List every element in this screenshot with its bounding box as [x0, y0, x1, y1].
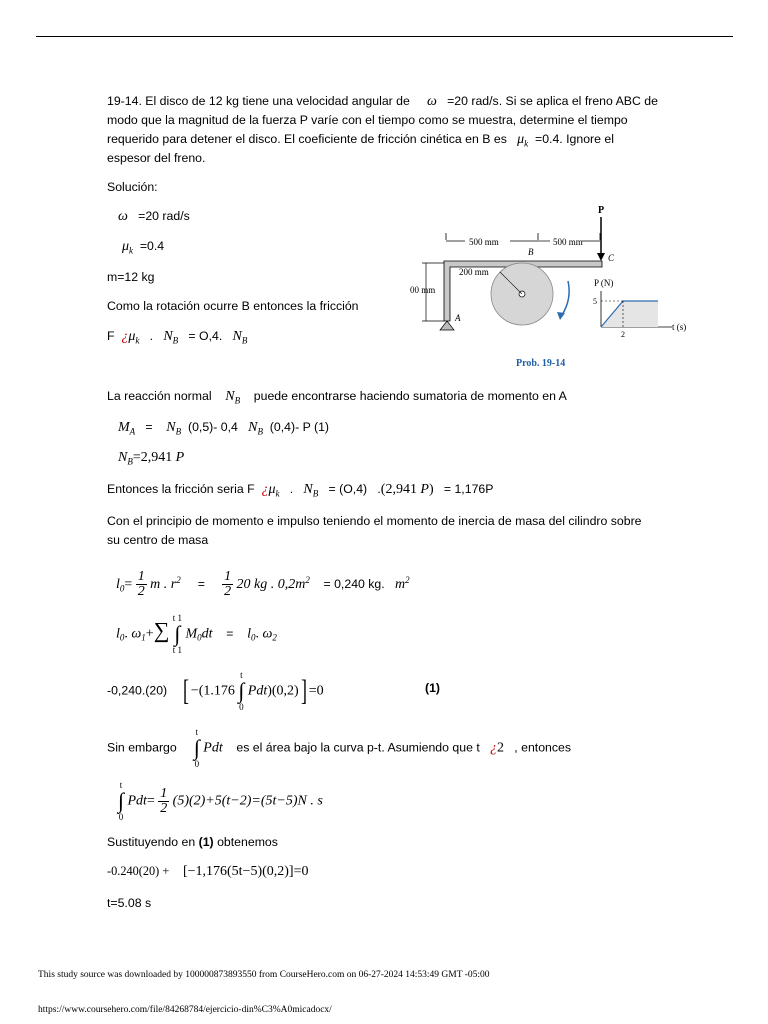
graph-y-label: P (N) [594, 278, 614, 288]
footer-source: This study source was downloaded by 100000873893550 from CourseHero.com on 06-27-2024 14:53:49 GMT -05:00 [38, 970, 490, 980]
mass-value: m=12 kg [107, 270, 155, 284]
pin-support [440, 321, 454, 330]
omega-value: ω =20 rad/s [118, 209, 190, 224]
figure-caption: Prob. 19-14 [516, 358, 566, 369]
friction-result: Entonces la fricción seria F ¿$\mu_k$ . $N_B$ = (O,4) .(2,941 P) = 1,176P [107, 482, 494, 499]
problem-line-3: requerido para detener el disco. El coeficiente de fricción cinética en B es $\mu_k =0.4$. Ignore el [107, 132, 614, 149]
dim-2: 500 mm [553, 237, 583, 247]
problem-line-1: 19-14. El disco de 12 kg tiene una velocidad angular de ω =20 rad/s. Si se aplica el freno ABC de [107, 94, 658, 109]
point-c: C [608, 253, 615, 263]
friction-equation: F ¿$\mu_k$ . $N_B$ = O,4. $N_B$ [107, 329, 248, 346]
dim-1: 500 mm [469, 237, 499, 247]
omega-symbol: ω [426, 94, 437, 109]
principle-line-1: Con el principio de momento e impulso teniendo el momento de inercia de masa del cilindro sobre [107, 514, 642, 528]
problem-line-4: espesor del freno. [107, 151, 206, 165]
nb-result: $N_B=2,941$ P [118, 450, 185, 467]
impulse-equation: $l_0$. $\omega_1+\sum$ t 1 ∫ t 1 $M_0dt$ = $l_0$. $\omega_2$ [116, 613, 277, 655]
brake-figure [410, 203, 710, 373]
graph-tick-5: 5 [593, 297, 597, 306]
final-equation: -0.240(20) + [−1,176(5t−5)(0,2)]=0 [107, 864, 309, 879]
fraction-half-3: $\frac{1}{2}$ [160, 785, 168, 816]
integral-sign-4: t ∫ 0 [118, 780, 125, 822]
moment-equation: $M_A$ = $N_B$ (0,5)- 0,4 $N_B$ (0,4)- P (1) [118, 420, 330, 437]
principle-line-2: su centro de masa [107, 533, 209, 547]
p-label: P [598, 205, 605, 216]
rotation-text: Como la rotación ocurre B entonces la fricción [107, 299, 359, 313]
top-rule [36, 36, 733, 37]
problem-line-2: modo que la magnitud de la fuerza P varíe con el tiempo como se muestra, determine el tiempo [107, 113, 628, 127]
rotation-arrow [562, 281, 569, 315]
equation-1-label: (1) [425, 681, 441, 695]
mu-value: $\mu_k =0.4$ [122, 239, 165, 256]
graph-tick-2: 2 [621, 330, 625, 339]
area-equation: t ∫ 0 Pdt= $\frac{1}{2}$ (5)(2)+5(t−2)=(5t−5)N . s [118, 780, 323, 822]
integral-sign-3: t ∫ 0 [193, 727, 200, 769]
fraction-half: $\frac{1}{2}$ [137, 569, 145, 600]
inertia-equation: $l_0=$ $\frac{1}{2}$ m . $r^2$ = $\frac{1}{2}$ 20 kg . $0,2m^2$ = 0,240 kg. $m^2$ [116, 569, 410, 600]
radius-label: 200 mm [459, 267, 489, 277]
point-b: B [528, 247, 534, 257]
brake-diagram [410, 203, 710, 373]
equation-1: -0,240.(20) [ −(1.176 t ∫ 0 Pdt)(0,2)] =0 [107, 670, 324, 712]
dim-vertical: 00 mm [410, 285, 436, 295]
integral-sign-2: t ∫ 0 [238, 670, 245, 712]
normal-reaction-text: La reacción normal $N_B$ puede encontrarse haciendo sumatoria de momento en A [107, 389, 567, 406]
sustituyendo-text: Sustituyendo en (1) obtenemos [107, 835, 278, 849]
point-a: A [455, 313, 461, 323]
p-arrow-head [597, 253, 605, 261]
graph-x-label: t (s) [672, 322, 687, 332]
integral-sign: t 1 ∫ t 1 [172, 613, 183, 655]
solution-heading: Solución: [107, 180, 158, 194]
footer-url[interactable]: https://www.coursehero.com/file/84268784/ejercicio-din%C3%A0micadocx/ [38, 1005, 332, 1015]
sin-embargo-text: Sin embargo t ∫ 0 Pdt es el área bajo la curva p-t. Asumiendo que t ¿2 , entonces [107, 727, 572, 769]
fraction-half-2: $\frac{1}{2}$ [224, 569, 232, 600]
graph-area [601, 301, 658, 327]
answer: t=5.08 s [107, 896, 152, 910]
